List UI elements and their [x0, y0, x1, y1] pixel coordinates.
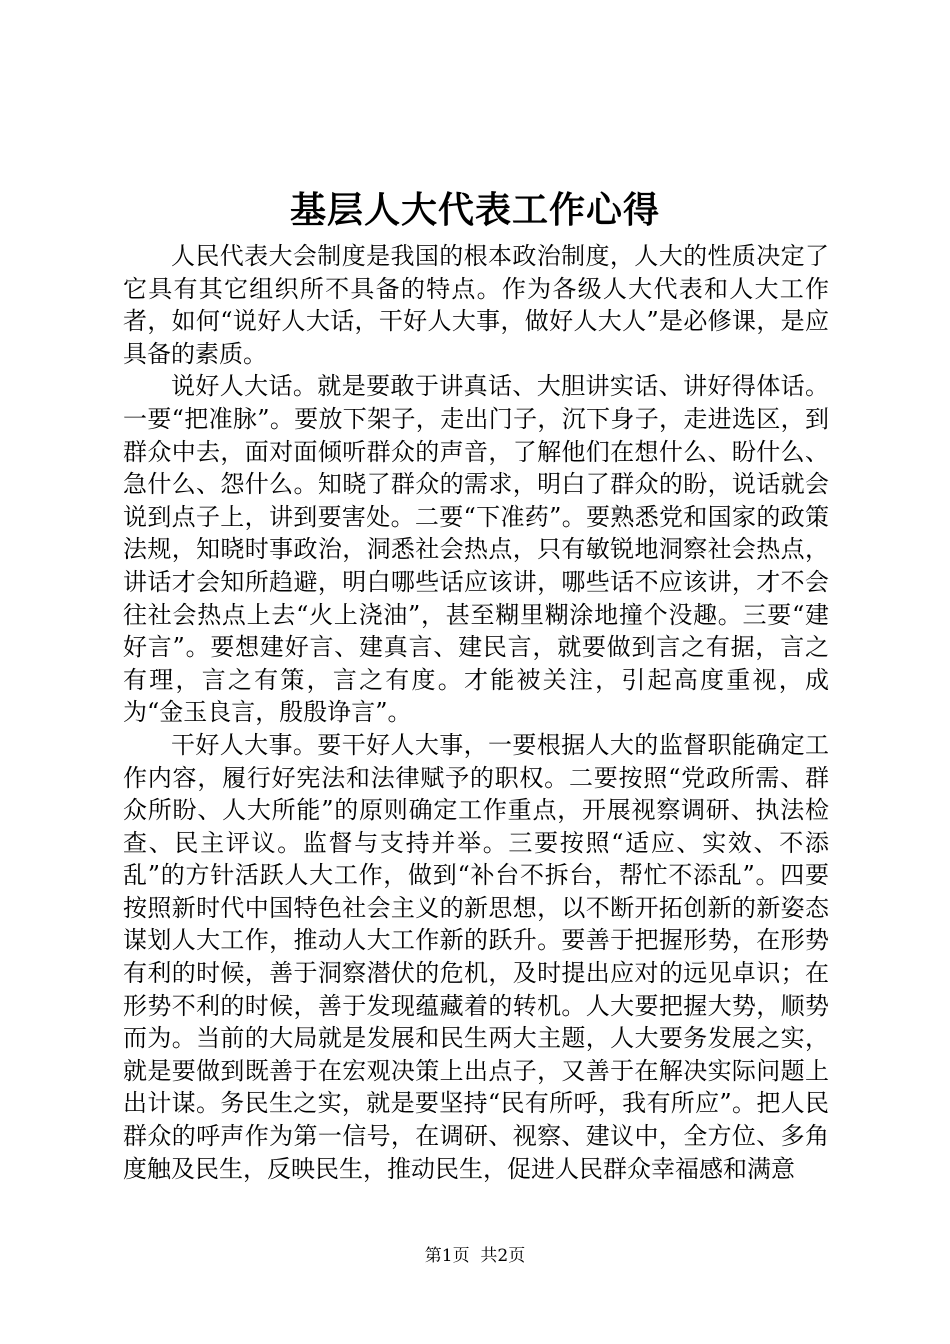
- paragraph: 说好人大话。就是要敢于讲真话、大胆讲实话、讲好得体话。一要“把准脉”。要放下架子，走出门子，沉下身子，走进选区，到群众中去，面对面倾听群众的声音，了解他们在想什么、盼什么、急什么、怨什么。知晓了群众的需求，明白了群众的盼，说话就会说到点子上，讲到要害处。二要“下准药”。要熟悉党和国家的政策法规，知晓时事政治，洞悉社会热点，只有敏锐地洞察社会热点，讲话才会知所趋避，明白哪些话应该讲，哪些话不应该讲，才不会往社会热点上去“火上浇油”，甚至糊里糊涂地撞个没趣。三要“建好言”。要想建好言、建真言、建民言，就要做到言之有据，言之有理，言之有策，言之有度。才能被关注，引起高度重视，成为“金玉良言，殷殷诤言”。: [123, 372, 829, 727]
- paragraph: 人民代表大会制度是我国的根本政治制度，人大的性质决定了它具有其它组织所不具备的特点。作为各级人大代表和人大工作者，如何“说好人大话，干好人大事，做好人大人”是必修课，是应具备的素质。: [123, 242, 829, 368]
- current-page-number: 第1页: [424, 1246, 470, 1266]
- total-pages: 共2页: [480, 1246, 526, 1266]
- page-footer: [0, 1245, 950, 1267]
- document-body: [123, 240, 829, 1185]
- document-title: 基层人大代表工作心得: [289, 189, 660, 231]
- paragraph: 干好人大事。要干好人大事，一要根据人大的监督职能确定工作内容，履行好宪法和法律赋予的职权。二要按照“党政所需、群众所盼、人大所能”的原则确定工作重点，开展视察调研、执法检查、民主评议。监督与支持并举。三要按照“适应、实效、不添乱”的方针活跃人大工作，做到“补台不拆台，帮忙不添乱”。四要按照新时代中国特色社会主义的新思想，以不断开拓创新的新姿态谋划人大工作，推动人大工作新的跃升。要善于把握形势，在形势有利的时候，善于洞察潜伏的危机，及时提出应对的远见卓识；在形势不利的时候，善于发现蕴藏着的转机。人大要把握大势，顺势而为。当前的大局就是发展和民生两大主题，人大要务发展之实，就是要做到既善于在宏观决策上出点子，又善于在解决实际问题上出计谋。务民生之实，就是要坚持“民有所呼，我有所应”。把人民群众的呼声作为第一信号，在调研、视察、建议中，全方位、多角度触及民生，反映民生，推动民生，促进人民群众幸福感和满意: [123, 730, 829, 1183]
